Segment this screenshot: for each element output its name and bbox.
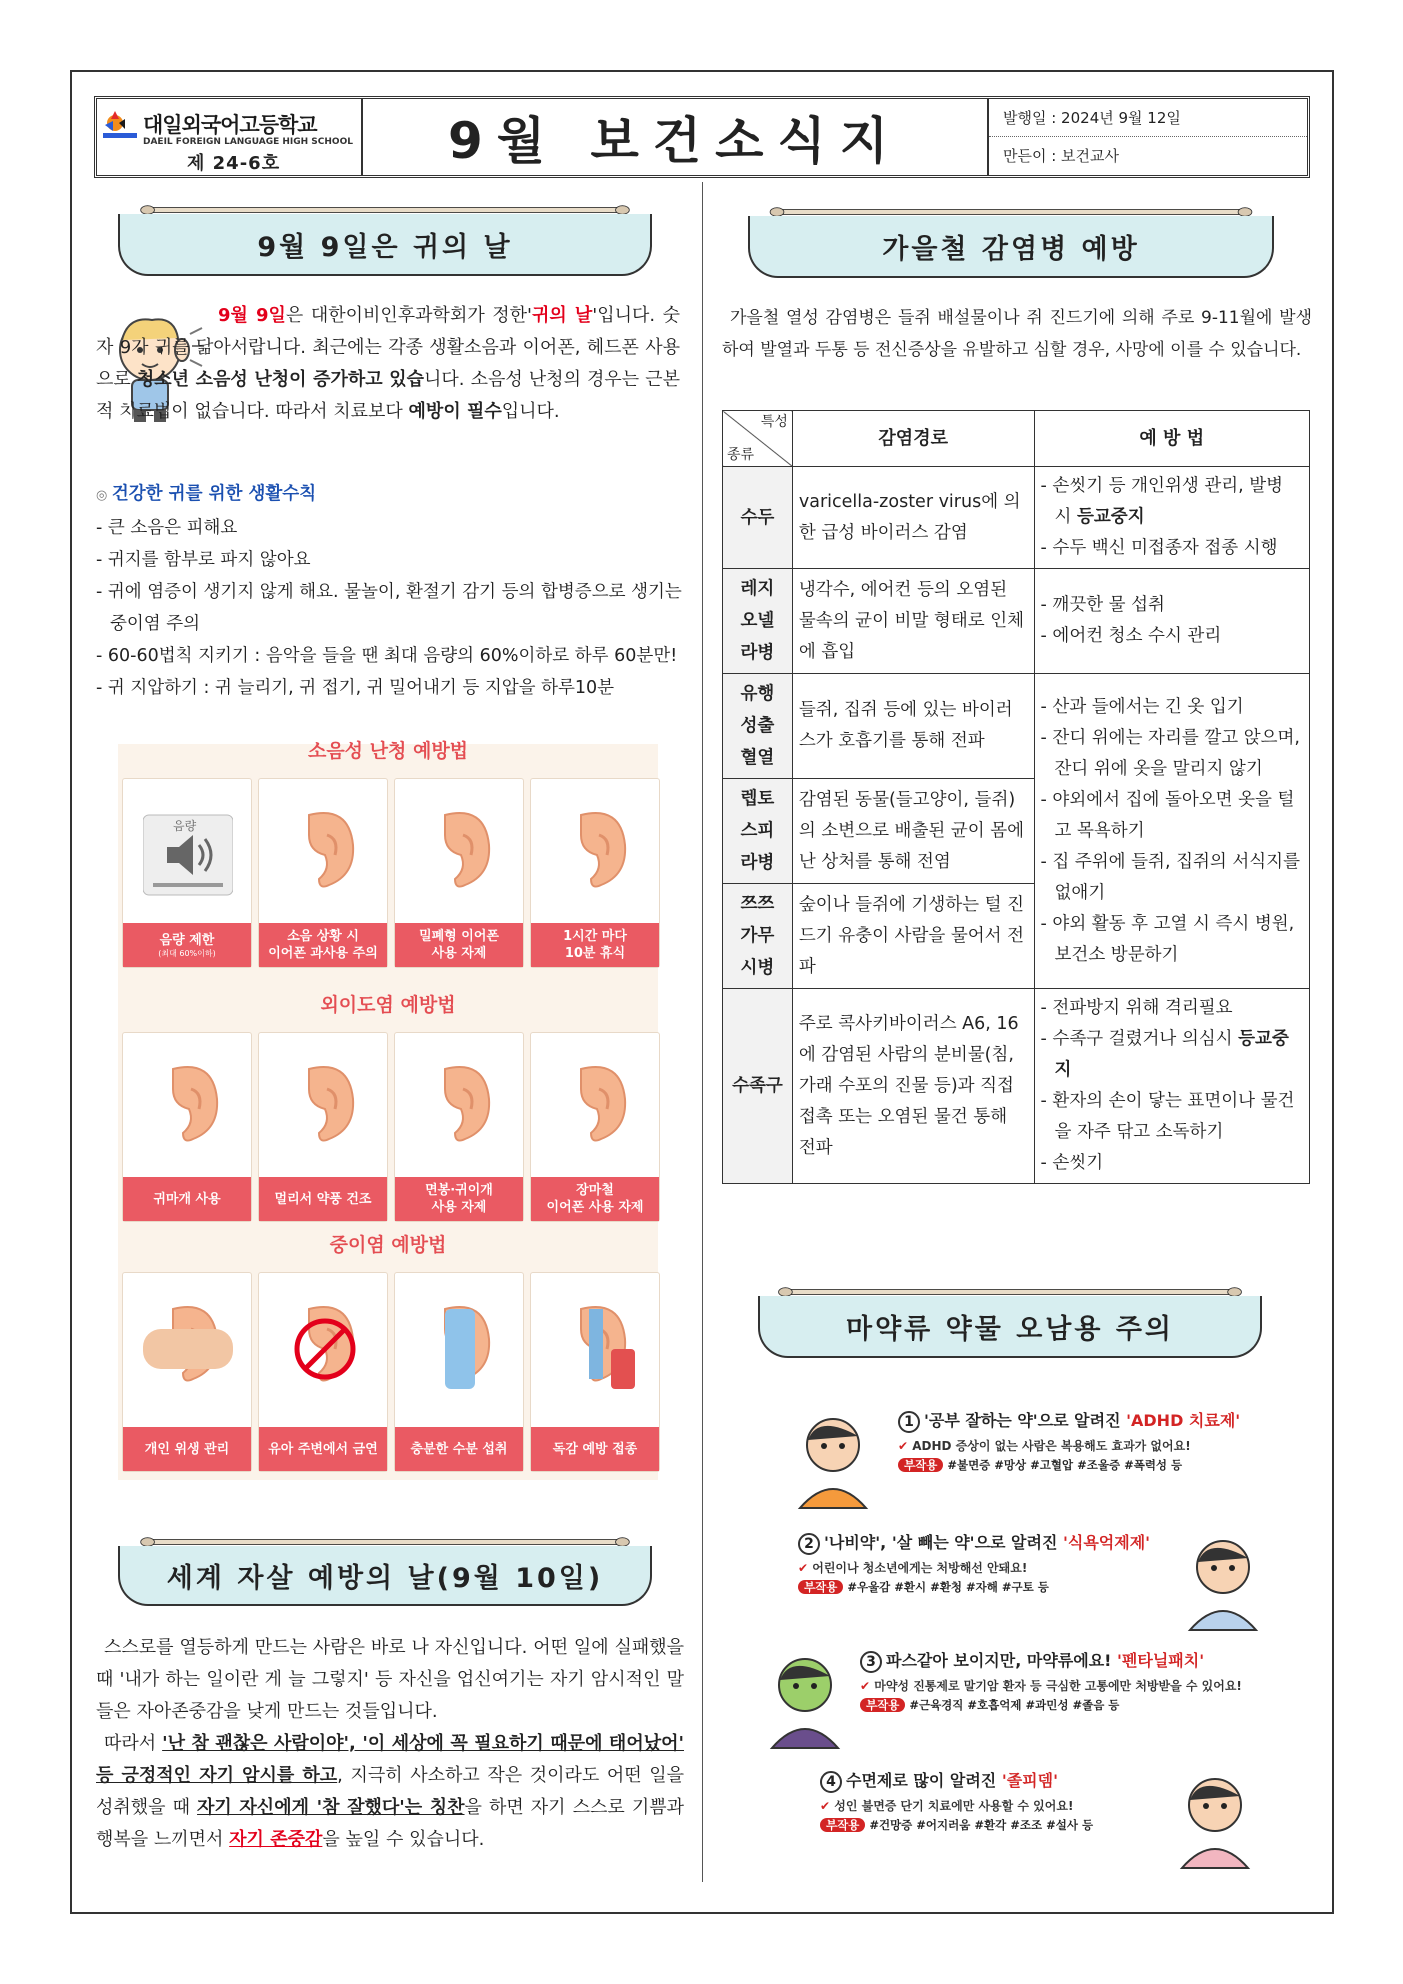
timer-icon	[551, 795, 641, 905]
drug-title	[798, 1530, 1178, 1555]
drug-name: '식욕억제제'	[1063, 1533, 1151, 1552]
disease-name: 수두	[723, 467, 793, 569]
poster-card	[394, 778, 524, 968]
drug-item	[898, 1408, 1278, 1473]
masthead	[94, 96, 1310, 178]
student-icon	[778, 1400, 888, 1510]
table-header-row	[723, 411, 1310, 467]
prevent-line: - 잔디 위에는 자리를 깔고 앉으며, 잔디 위에 옷을 말리지 않기	[1040, 727, 1300, 779]
check-icon: ✔	[860, 1679, 875, 1693]
poster-card	[394, 1032, 524, 1222]
prevent-line: - 야외 활동 후 고열 시 즉시 병원, 보건소 방문하기	[1040, 913, 1295, 965]
cotton-swab-icon	[415, 1049, 505, 1159]
poster-section-title: 외이도염 예방법	[320, 994, 456, 1016]
poster-caption: 밀폐형 이어폰 사용 자제	[395, 923, 523, 967]
prevent-line: - 야외에서 집에 돌아오면 옷을 털고 목욕하기	[1040, 789, 1295, 841]
route-cell: 숲이나 들쥐에 기생하는 털 진드기 유충이 사람을 물어서 전파	[792, 884, 1034, 989]
section-heading: 마약류 약물 오남용 주의	[758, 1296, 1262, 1358]
poster-caption: 멀리서 약풍 건조	[259, 1177, 387, 1221]
drug-banner	[740, 1286, 1280, 1358]
poster-card	[258, 778, 388, 968]
side-effect-text: #건망증 #어지러움 #환각 #조조 #설사 등	[869, 1818, 1094, 1832]
disease-name: 렙토 스피 라병	[723, 779, 793, 884]
volume-label: 음량	[173, 819, 197, 833]
drug-number: 4	[820, 1771, 842, 1793]
school-name-en: DAEIL FOREIGN LANGUAGE HIGH SCHOOL	[143, 137, 353, 147]
drug-title-text: '공부 잘하는 약'으로 알려진	[924, 1411, 1127, 1430]
drug-side-effects	[820, 1817, 1200, 1833]
poster-caption-sub: (최대 60%이하)	[158, 948, 216, 958]
ear-day-banner	[100, 204, 670, 276]
bold-term: 등교중지	[1054, 1029, 1289, 1080]
column-divider	[702, 182, 703, 1882]
drug-caution-text: 어린이나 청소년에게는 처방해선 안돼요!	[812, 1561, 1028, 1575]
ear-day-name: 귀의 날	[532, 305, 593, 326]
poster-caption: 개인 위생 관리	[123, 1427, 251, 1471]
drug-number: 1	[898, 1411, 920, 1433]
table-row	[723, 989, 1310, 1184]
disease-name: 유행 성출 혈열	[723, 674, 793, 779]
drug-name: '졸피뎀'	[1001, 1771, 1058, 1790]
bold-term: 등교중지	[1077, 507, 1145, 527]
rain-earphone-icon	[551, 1049, 641, 1159]
table-corner-cell	[723, 411, 793, 467]
side-effect-tag: 부작용	[898, 1458, 943, 1472]
earphone-warning-icon	[279, 795, 369, 905]
suicide-paragraph-2	[96, 1728, 684, 1856]
table-row	[723, 674, 1310, 779]
ear-rules-title: ◎ 건강한 귀를 위한 생활수칙	[96, 478, 686, 512]
text: 니다. 소음성 난청의 경우는 근본적 치료법이 없습니다. 따라서 치료보다	[96, 369, 680, 422]
text: , 지극히 사소하고 작은 것이라도 어떤 일을 성취했을 때	[96, 1765, 684, 1818]
no-smoking-icon	[279, 1289, 369, 1399]
drug-title-text: 수면제로 많이 알려진	[846, 1771, 1002, 1790]
drug-name: '펜타닐패치'	[1117, 1651, 1205, 1670]
author: 만든이 : 보건교사	[1003, 147, 1120, 165]
ear-day-date: 9월 9일	[218, 305, 286, 326]
side-effect-tag: 부작용	[820, 1818, 865, 1832]
prevent-cell	[1034, 467, 1309, 569]
text: 입니다.	[501, 401, 560, 422]
side-effect-text: #우울감 #환시 #환청 #자해 #구토 등	[847, 1580, 1049, 1594]
drug-item	[820, 1768, 1200, 1833]
prevent-line: - 에어컨 청소 수시 관리	[1040, 626, 1222, 646]
sealed-earphone-icon	[415, 795, 505, 905]
drug-number: 3	[860, 1651, 882, 1673]
corner-feature: 특성	[760, 414, 788, 430]
underlined-text: '난 참 괜찮은 사람이야', '이 세상에 꼭 필요하기 때문에 태어났어' 등 긍정적인 자기 암시를 하고	[96, 1733, 684, 1786]
suicide-paragraph-1: 스스로를 열등하게 만드는 사람은 바로 나 자신입니다. 어떤 일에 실패했을 때 '내가 하는 일이란 게 늘 그렇지' 등 자신을 업신여기는 자기 암시적인 말들은 자아존중감을 낮게 만드는 것들입니다.	[96, 1637, 684, 1722]
text: 을 하면 자기 스스로 기쁨과 행복을 느끼면서	[96, 1797, 684, 1850]
prevent-line: - 산과 들에서는 긴 옷 입기	[1040, 696, 1244, 717]
bold-text: 청소년 소음성 난청이 증가하고 있습	[136, 369, 425, 390]
drug-title-text: 파스같아 보이지만, 마약류에요!	[886, 1651, 1118, 1670]
poster-card	[122, 1272, 252, 1472]
poster-card	[394, 1272, 524, 1472]
poster-caption: 소음 상황 시 이어폰 과사용 주의	[259, 923, 387, 967]
poster-card	[530, 1032, 660, 1222]
drug-title	[820, 1768, 1200, 1793]
poster-card	[122, 778, 252, 968]
text: '입니다. 숫자 9가 귀를 닮아서랍니다. 최근에는 각종 생활소음과 이어폰, 헤드폰 사용으로	[96, 305, 681, 390]
drug-number: 2	[798, 1533, 820, 1555]
disease-name: 쯔쯔 가무 시병	[723, 884, 793, 989]
poster-caption: 독감 예방 접종	[531, 1427, 659, 1471]
ear-rule-item: - 60-60법칙 지키기 : 음악을 들을 땐 최대 음량의 60%이하로 하루 60분만!	[96, 646, 678, 666]
poster-caption: 장마철 이어폰 사용 자제	[531, 1177, 659, 1221]
drug-caution-text: 마약성 진통제로 말기암 환자 등 극심한 고통에만 처방받을 수 있어요!	[874, 1679, 1242, 1693]
drug-caution-text: 성인 불면증 단기 치료에만 사용할 수 있어요!	[834, 1799, 1074, 1813]
check-icon: ✔	[798, 1561, 813, 1575]
col-prevent: 예 방 법	[1034, 411, 1309, 467]
poster-card	[530, 778, 660, 968]
prevent-line: - 전파방지 위해 격리필요	[1040, 998, 1233, 1018]
prevent-cell	[1034, 674, 1309, 989]
prevent-line: - 깨끗한 물 섭취	[1040, 595, 1165, 615]
text: 은 대한이비인후과학회가 정한'	[285, 305, 532, 326]
drug-side-effects	[798, 1579, 1178, 1595]
zombie-icon	[750, 1640, 860, 1750]
poster-card	[258, 1032, 388, 1222]
corner-type: 종류	[727, 447, 755, 463]
issue-number: 제 24-6호	[187, 153, 281, 174]
drug-side-effects	[898, 1457, 1278, 1473]
poster-caption: 귀마개 사용	[123, 1177, 251, 1221]
text: 따라서	[104, 1733, 163, 1754]
hand-washing-icon	[143, 1289, 233, 1399]
poster-caption: 1시간 마다 10분 휴식	[531, 923, 659, 967]
prevent-line: - 환자의 손이 닿는 표면이나 물건을 자주 닦고 소독하기	[1040, 1091, 1295, 1142]
drug-title	[860, 1648, 1280, 1673]
ear-rule-item: - 귀 지압하기 : 귀 늘리기, 귀 접기, 귀 밀어내기 등 지압을 하루10분	[96, 678, 615, 698]
swimming-earplug-icon	[143, 1049, 233, 1159]
section-heading: 세계 자살 예방의 날(9월 10일)	[118, 1546, 652, 1606]
water-bottle-icon	[415, 1289, 505, 1399]
check-icon: ✔	[820, 1799, 835, 1813]
prevent-line: - 집 주위에 들쥐, 집쥐의 서식지를 없애기	[1040, 851, 1300, 903]
prevent-cell	[1034, 569, 1309, 674]
col-route: 감염경로	[792, 411, 1034, 467]
underlined-text: 자기 자신에게 '참 잘했다'는 칭찬	[197, 1797, 465, 1818]
poster-section-title: 소음성 난청 예방법	[307, 740, 469, 762]
section-heading: 가을철 감염병 예방	[748, 216, 1274, 278]
ear-day-paragraph	[96, 300, 680, 428]
drug-name: 'ADHD 치료제'	[1126, 1411, 1241, 1430]
infection-table	[722, 410, 1310, 1184]
disease-name: 레지 오넬 라병	[723, 569, 793, 674]
ear-rule-item: - 귀지를 함부로 파지 않아요	[96, 550, 311, 570]
prevent-cell	[1034, 989, 1309, 1184]
route-cell: varicella-zoster virus에 의한 급성 바이러스 감염	[792, 467, 1034, 569]
prevent-line: - 손씻기	[1040, 1153, 1104, 1173]
ear-rules-list	[96, 478, 686, 704]
self-esteem-text: 자기 존중감	[229, 1829, 323, 1850]
publication-meta	[989, 99, 1307, 175]
side-effect-tag: 부작용	[860, 1698, 905, 1712]
thinking-person-icon	[1168, 1522, 1278, 1632]
table-row	[723, 467, 1310, 569]
check-icon: ✔	[898, 1439, 913, 1453]
table-row	[723, 569, 1310, 674]
route-cell: 감염된 동물(들고양이, 들쥐)의 소변으로 배출된 균이 몸에 난 상처를 통해 전염	[792, 779, 1034, 884]
side-effect-text: #근육경직 #호흡억제 #과민성 #졸음 등	[909, 1698, 1120, 1712]
publish-date: 발행일 : 2024년 9월 12일	[989, 99, 1307, 137]
hair-dryer-icon	[279, 1049, 369, 1159]
route-cell: 주로 콕사키바이러스 A6, 16에 감염된 사람의 분비물(침, 가래 수포의 진물 등)과 직접 접촉 또는 오염된 물건 통해 전파	[792, 989, 1034, 1184]
prevent-line: - 수두 백신 미접종자 접종 시행	[1040, 538, 1278, 558]
ear-rule-item: - 귀에 염증이 생기지 않게 해요. 물놀이, 환절기 감기 등의 합병증으로 생기는 중이염 주의	[96, 582, 682, 634]
drug-caution	[820, 1797, 1200, 1814]
poster-caption: 유아 주변에서 금연	[259, 1427, 387, 1471]
text: 을 높일 수 있습니다.	[322, 1829, 485, 1850]
poster-card	[122, 1032, 252, 1222]
drug-title	[898, 1408, 1278, 1433]
autumn-intro: 가을철 열성 감염병은 들쥐 배설물이나 쥐 진드기에 의해 주로 9-11월에 발생하여 발열과 두통 등 전신증상을 유발하고 심할 경우, 사망에 이를 수 있습니다.	[722, 308, 1312, 360]
drug-caution	[898, 1437, 1278, 1454]
poster-caption: 충분한 수분 섭취	[395, 1427, 523, 1471]
vaccine-icon	[551, 1289, 641, 1399]
ear-rule-item: - 큰 소음은 피해요	[96, 518, 238, 538]
route-cell: 냉각수, 에어컨 등의 오염된 물속의 균이 비말 형태로 인체에 흡입	[792, 569, 1034, 674]
prevent-line: - 손씻기 등 개인위생 관리, 발병 시 등교중지	[1040, 476, 1284, 527]
poster-section-title: 중이염 예방법	[329, 1234, 447, 1256]
drug-caution-text: ADHD 증상이 없는 사람은 복용해도 효과가 없어요!	[912, 1439, 1191, 1453]
bold-text: 예방이 필수	[408, 401, 502, 422]
side-effect-text: #불면증 #망상 #고혈압 #조울증 #폭력성 등	[947, 1458, 1183, 1472]
poster-card	[530, 1272, 660, 1472]
drug-caution	[798, 1559, 1178, 1576]
school-logo-block	[97, 99, 363, 175]
disease-name: 수족구	[723, 989, 793, 1184]
prevent-line: - 수족구 걸렸거나 의심시 등교중지	[1040, 1029, 1289, 1080]
autumn-banner	[730, 206, 1292, 278]
poster-caption: 면봉·귀이개 사용 자제	[395, 1177, 523, 1221]
drug-item	[798, 1530, 1178, 1595]
drug-item	[860, 1648, 1280, 1713]
drug-title-text: '나비약', '살 빼는 약'으로 알려진	[824, 1533, 1063, 1552]
school-logo-icon	[103, 109, 137, 139]
volume-icon	[143, 795, 233, 905]
route-cell: 들쥐, 집쥐 등에 있는 바이러스가 호흡기를 통해 전파	[792, 674, 1034, 779]
drug-side-effects	[860, 1697, 1280, 1713]
poster-card	[258, 1272, 388, 1472]
school-name: 대일외국어고등학교	[143, 113, 317, 137]
section-heading: 9월 9일은 귀의 날	[118, 214, 652, 276]
suicide-day-banner	[100, 1536, 670, 1606]
side-effect-tag: 부작용	[798, 1580, 843, 1594]
page-title: 9월 보건소식지	[363, 99, 989, 175]
poster-caption: 음량 제한 (최대 60%이하)	[123, 923, 251, 967]
drug-caution	[860, 1677, 1280, 1694]
